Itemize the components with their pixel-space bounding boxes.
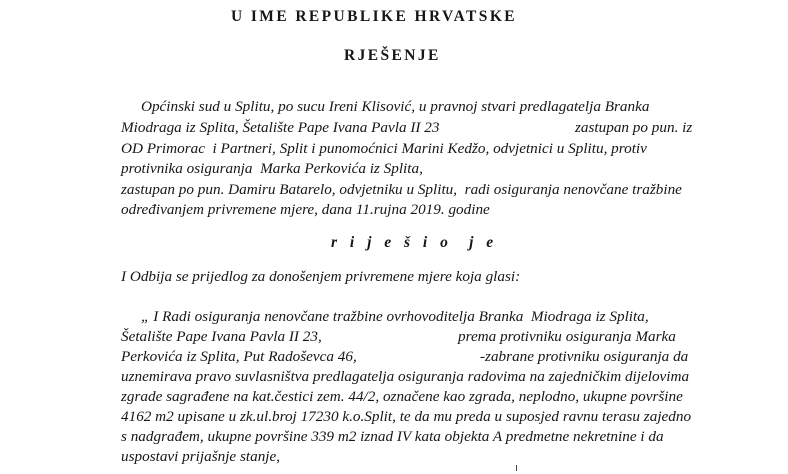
document-type-title: RJEŠENJE bbox=[344, 47, 441, 64]
intro-line: određivanjem privremene mjere, dana 11.rujna 2019. godine bbox=[121, 201, 490, 218]
document-heading: U IME REPUBLIKE HRVATSKE bbox=[231, 8, 518, 25]
intro-line: zastupan po pun. Damiru Batarelo, odvjetniku u Splitu, radi osiguranja nenovčane tražbine bbox=[121, 181, 682, 198]
scan-mark bbox=[516, 465, 517, 471]
quote-line: zgrade sagrađene na kat.čestici zem. 44/2, označene kao zgrada, neplodno, ukupne površine bbox=[121, 388, 683, 405]
quote-line: -zabrane protivniku osiguranja da bbox=[480, 348, 689, 365]
quote-line: s nadgrađem, ukupne površine 339 m2 iznad IV kata objekta A predmetne nekretnine i da bbox=[121, 428, 664, 445]
intro-line: Općinski sud u Splitu, po sucu Ireni Klisović, u pravnoj stvari predlagatelja Branka bbox=[141, 98, 650, 115]
quote-line: prema protivniku osiguranja Marka bbox=[458, 328, 676, 345]
intro-line: OD Primorac i Partneri, Split i punomoćnici Marini Kedžo, odvjetnici u Splitu, protiv bbox=[121, 140, 647, 157]
quote-line: Perkovića iz Splita, Put Radoševca 46, bbox=[121, 348, 357, 365]
quote-line: „ I Radi osiguranja nenovčane tražbine ovrhovoditelja Branka Miodraga iz Splita, bbox=[141, 308, 649, 325]
intro-line: zastupan po pun. iz bbox=[575, 119, 693, 136]
quote-line: 4162 m2 upisane u zk.ul.broj 17230 k.o.Split, te da mu preda u suposjed ravnu terasu zajedno bbox=[121, 408, 692, 425]
quote-line: Šetalište Pape Ivana Pavla II 23, bbox=[121, 328, 322, 345]
item-one-text: I Odbija se prijedlog za donošenjem privremene mjere koja glasi: bbox=[121, 268, 521, 285]
quote-line: uznemirava pravo suvlasništva predlagatelja osiguranja radovima na zajedničkim dijelovima bbox=[121, 368, 690, 385]
intro-line: protivnika osiguranja Marka Perkovića iz Splita, bbox=[121, 160, 423, 177]
intro-line: Miodraga iz Splita, Šetalište Pape Ivana Pavla II 23 bbox=[121, 119, 440, 136]
decision-heading: r i j e š i o j e bbox=[331, 234, 498, 251]
quote-line: uspostavi prijašnje stanje, bbox=[121, 448, 281, 465]
